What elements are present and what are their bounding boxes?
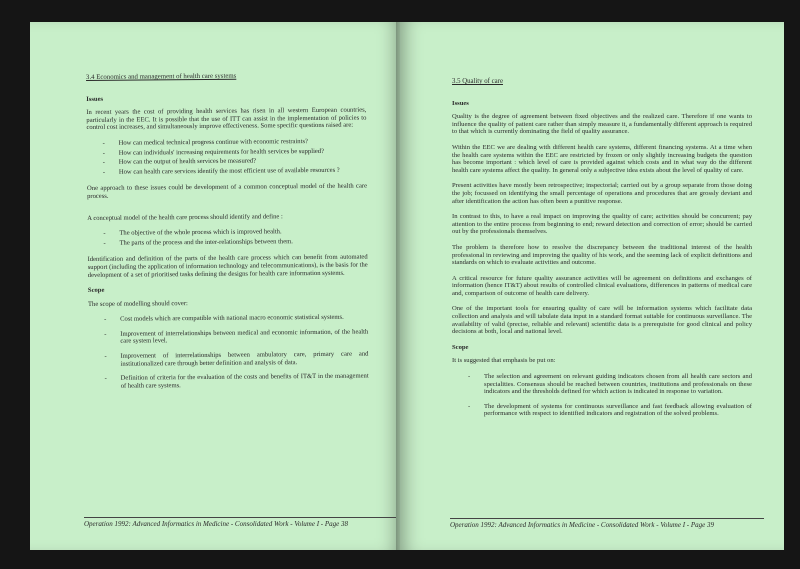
scope-intro: It is suggested that emphasis be put on: bbox=[452, 357, 556, 365]
identification-paragraph: Identification and definition of the parts of the health care process which can benefit from automated support (including the application of information technology and telecommunications), is the basis for the development of a set of prioritised tasks defining the designs for health care information systems. bbox=[87, 253, 368, 279]
paragraph: Quality is the degree of agreement between fixed objectives and the realized care. Therefore if one wants to influence the quality of patient care rather than simply measure it, a fundamentally different approach is required to that which is currently dominating the field of quality assurance. bbox=[452, 113, 752, 136]
section-title: 3.5 Quality of care bbox=[452, 78, 503, 85]
list-item: - How can health care services identify the most efficient use of available resources ? bbox=[103, 166, 367, 176]
footer-text: Operation 1992: Advanced Informatics in Medicine - Consolidated Work - Volume I - Page 38 bbox=[84, 520, 349, 528]
paragraph: The problem is therefore how to resolve the discrepancy between the traditional interest of the health professional in reviewing and improving the quality of his work, and the seeming lack of explicit definitions and standards on which to evaluate activities and outcome. bbox=[452, 243, 752, 267]
left-page-content bbox=[86, 72, 369, 400]
paragraph: A critical resource for future quality assurance activities will be agreement on definitions and exchanges of information (hence IT&T) about results of controlled clinical evaluations, differences in patterns of medical care and, comparison of outcome of health care delivery. bbox=[452, 274, 752, 297]
paragraph: Within the EEC we are dealing with different health care systems, different financing systems. At a time when the health care systems within the EEC are restricted by frozen or only slightly increasing budgets the question has become important : which level of care is provided against which costs and in what way do the different health care systems affect the quality. In general only a subjective idea exists about the level of quality of care. bbox=[452, 143, 752, 174]
scope-heading: Scope bbox=[452, 343, 469, 351]
footer-rule bbox=[450, 518, 764, 519]
approach-paragraph: One approach to these issues could be development of a common conceptual model of the health care process. bbox=[86, 182, 368, 200]
footer-text: Operation 1992: Advanced Informatics in Medicine - Consolidated Work - Volume I - Page 39 bbox=[450, 521, 715, 529]
scope-heading: Scope bbox=[87, 286, 105, 295]
list-item: - The development of systems for continuous surveillance and fast feedback allowing evaluation of performance with respect to identified indicators and registration of the solved problems. bbox=[468, 403, 752, 418]
right-page-content bbox=[452, 78, 752, 427]
left-page bbox=[30, 22, 400, 550]
paragraph: In contrast to this, to have a real impact on improving the quality of care; activities should be concurrent; pay attention to the entire process from beginning to end; reward detection and correction of error; should be carried out by the professionals themselves. bbox=[452, 213, 752, 236]
list-item: - The objective of the whole process which is improved health. bbox=[103, 228, 367, 238]
intro-paragraph: In recent years the cost of providing health services has risen in all western European countries, particularly in the EEC. It is possible that the use of ITT can assist in the implementation of policies to control cost increases, and simultaneously improve effectiveness. Some specific questions raised are: bbox=[86, 106, 367, 132]
list-item: - How can medical technical progress continue with economic restraints? bbox=[103, 138, 367, 148]
page-footer bbox=[84, 520, 396, 528]
scope-list bbox=[104, 314, 369, 390]
model-list bbox=[103, 228, 367, 247]
list-item: - Cost models which are compatible with national macro economic statistical systems. bbox=[104, 314, 368, 324]
questions-list bbox=[103, 138, 367, 177]
scope-list bbox=[468, 373, 752, 418]
section-title: 3.4 Economics and management of health care systems bbox=[86, 72, 237, 81]
paragraph: One of the important tools for ensuring quality of care will be information systems which facilitate data collection and analysis and will tabulate data input in a standard format suitable for continuous surveillance. The availability of valid (precise, reliable and relevant) scientific data is a prerequisite for good clinical and policy decisions at both, local and national level. bbox=[452, 305, 752, 336]
issues-heading: Issues bbox=[86, 95, 104, 103]
list-item: - How can individuals' increasing requirements for health services be supplied? bbox=[103, 147, 367, 157]
list-item: - Definition of criteria for the evaluation of the costs and benefits of IT&T in the management of health care systems. bbox=[105, 373, 369, 390]
list-item: - Improvement of interrelationships between medical and economic information, of the health care system level. bbox=[104, 328, 368, 345]
paragraph: Present activities have mostly been retrospective; inspectorial; carried out by a group separate from those doing the job; focussed on identifying the small percentage of operations and procedures that are grossly deviant and after identification the action has often been a punitive response. bbox=[452, 182, 752, 205]
list-item: - The parts of the process and the inter-relationships between them. bbox=[103, 237, 367, 247]
right-page bbox=[400, 22, 784, 550]
list-item: - How can the output of health services be measured? bbox=[103, 157, 367, 167]
footer-rule bbox=[84, 517, 396, 518]
model-paragraph: A conceptual model of the health care process should identify and define : bbox=[87, 212, 283, 222]
list-item: - The selection and agreement on relevant guiding indicators chosen from all health care sectors and specialities. Consensus should be reached between countries, institutions and professionals on these indicators and the thresholds defined for which action is indicated in response to variation. bbox=[468, 373, 752, 396]
list-item: - Improvement of interrelationships between ambulatory care, primary care and institutionalized care through better definition and analysis of data. bbox=[104, 351, 368, 368]
page-footer bbox=[450, 521, 764, 529]
issues-heading: Issues bbox=[452, 99, 469, 107]
scope-intro: The scope of modelling should cover: bbox=[87, 299, 188, 308]
